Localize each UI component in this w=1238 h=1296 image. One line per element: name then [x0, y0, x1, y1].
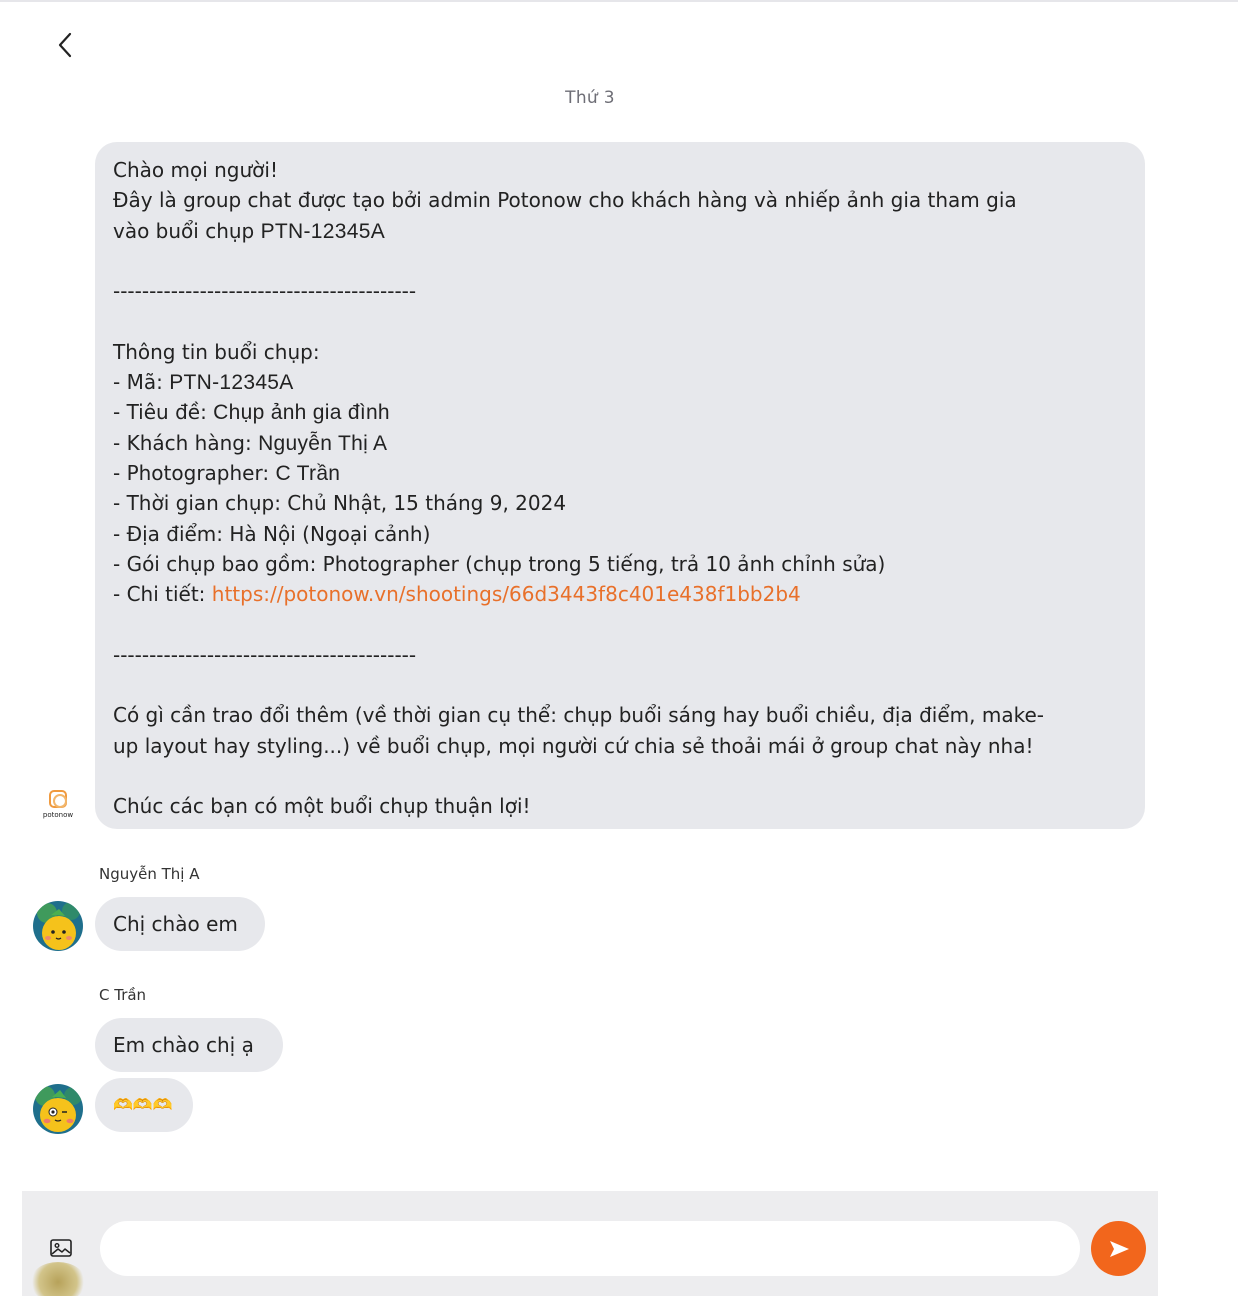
info-customer: - Khách hàng: Nguyễn Thị A — [113, 430, 388, 455]
image-icon — [49, 1237, 73, 1259]
booking-code: PTN-12345A — [260, 219, 386, 243]
message-text: Chị chào em — [113, 911, 238, 936]
closing-text: Có gì cần trao đổi thêm (về thời gian cụ thể: chụp buổi sáng hay buổi chiều, địa điểm, make- — [113, 703, 1044, 728]
info-detail: - Chi tiết: https://potonow.vn/shootings/66d3443f8c401e438f1bb2b4 — [113, 582, 801, 607]
closing-text-2: up layout hay styling...) về buổi chụp, mọi người cứ chia sẻ thoải mái ở group chat này nha! — [113, 733, 1034, 758]
info-time: - Thời gian chụp: Chủ Nhật, 15 tháng 9, 2024 — [113, 491, 567, 516]
system-message-bubble — [95, 142, 1145, 829]
avatar[interactable] — [33, 901, 83, 951]
potonow-logo-icon — [49, 790, 67, 808]
divider-text: ------------------------------------------ — [113, 279, 417, 304]
top-divider — [0, 0, 1238, 2]
send-icon — [1107, 1238, 1131, 1260]
greeting-text: Chào mọi người! — [113, 158, 278, 182]
attach-image-button[interactable] — [49, 1237, 73, 1259]
floating-avatar-partial — [30, 1262, 86, 1296]
info-photographer: - Photographer: C Trần — [113, 460, 341, 485]
info-code: - Mã: PTN-12345A — [113, 370, 294, 395]
message-text: Em chào chị ạ — [113, 1032, 254, 1057]
avatar-image — [33, 1084, 83, 1134]
intro-text-2: vào buổi chụp PTN-12345A — [113, 218, 386, 243]
divider-text-2: ------------------------------------------ — [113, 642, 417, 667]
wish-text: Chúc các bạn có một buổi chụp thuận lợi! — [113, 794, 531, 819]
shooting-link[interactable]: https://potonow.vn/shootings/66d3443f8c401e438f1bb2b4 — [211, 582, 801, 607]
message-input[interactable] — [100, 1221, 1080, 1276]
message-bubble — [95, 1018, 283, 1072]
send-button[interactable] — [1091, 1221, 1146, 1276]
message-bubble — [95, 897, 265, 951]
sender-name: C Trần — [99, 986, 147, 1004]
info-heading: Thông tin buổi chụp: — [113, 339, 320, 364]
avatar[interactable] — [33, 1084, 83, 1134]
message-bubble — [95, 1078, 193, 1132]
message-composer — [22, 1191, 1158, 1296]
back-button[interactable] — [50, 28, 80, 62]
info-package: - Gói chụp bao gồm: Photographer (chụp trong 5 tiếng, trả 10 ảnh chỉnh sửa) — [113, 551, 886, 576]
emoji-message-text: 🫶🫶🫶 — [113, 1094, 173, 1114]
potonow-logo: potonow — [38, 790, 78, 826]
chevron-left-icon — [57, 32, 73, 58]
avatar-image — [33, 901, 83, 951]
info-title: - Tiêu đề: Chụp ảnh gia đình — [113, 400, 390, 425]
intro-text: Đây là group chat được tạo bởi admin Potonow cho khách hàng và nhiếp ảnh gia tham gia — [113, 188, 1017, 213]
day-separator: Thứ 3 — [565, 88, 615, 108]
info-location: - Địa điểm: Hà Nội (Ngoại cảnh) — [113, 521, 431, 546]
sender-name: Nguyễn Thị A — [99, 865, 200, 883]
